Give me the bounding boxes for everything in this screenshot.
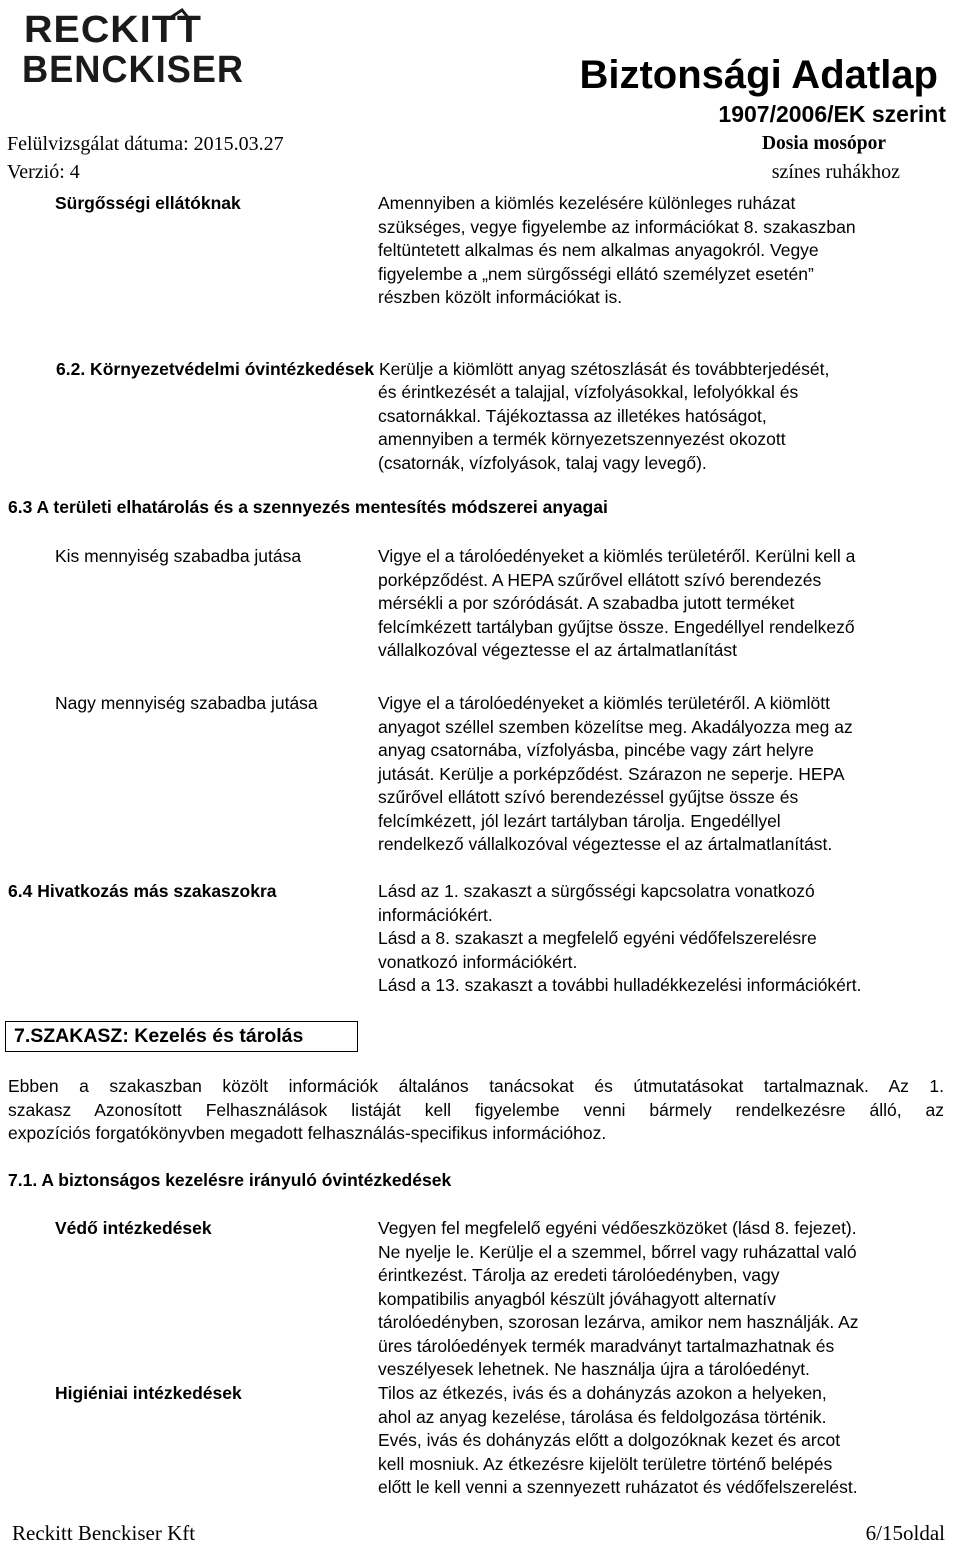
svg-text:RECKITT: RECKITT bbox=[24, 9, 202, 51]
hygiene-line: előtt le kell venni a szennyezett ruházatot és védőfelszerelést. bbox=[378, 1477, 858, 1497]
review-date: Felülvizsgálat dátuma: 2015.03.27 bbox=[7, 133, 284, 155]
large-spill-line: anyag csatornába, vízfolyásba, pincébe vagy zárt helyre bbox=[378, 740, 814, 760]
protective-measures-label: Védő intézkedések bbox=[55, 1218, 212, 1238]
section-6-2-line: (csatornák, vízfolyások, talaj vagy levegő). bbox=[378, 452, 707, 473]
large-spill-line: felcímkézett, jól lezárt tartályban tárolja. Engedéllyel bbox=[378, 810, 781, 831]
reckitt-benckiser-logo-graphic bbox=[20, 6, 252, 90]
reference-line: információkért. bbox=[378, 904, 493, 925]
section-6-2-line: és érintkezését a talajjal, vízfolyásokkal, lefolyókkal és bbox=[378, 382, 799, 402]
svg-text:BENCKISER: BENCKISER bbox=[22, 49, 244, 90]
protective-measures-text bbox=[378, 1217, 859, 1382]
section-6-2-first-line bbox=[56, 358, 829, 382]
protective-line: érintkezést. Tárolja az eredeti tárolóedényben, vagy bbox=[378, 1265, 780, 1285]
footer-company: Reckitt Benckiser Kft bbox=[12, 1521, 196, 1545]
large-spill-label: Nagy mennyiség szabadba jutása bbox=[55, 693, 318, 713]
protective-line: kompatibilis anyagból készült jóváhagyott alternatív bbox=[378, 1288, 776, 1309]
small-spill-text bbox=[378, 545, 855, 663]
small-spill-line: vállalkozóval végeztesse el az ártalmatlanítást bbox=[378, 640, 737, 660]
emergency-line: figyelembe a „nem sürgősségi ellátó személyzet esetén” bbox=[378, 263, 814, 284]
emergency-line: feltüntetett alkalmas és nem alkalmas anyagokról. Vegye bbox=[378, 240, 819, 260]
large-spill-text bbox=[378, 692, 853, 857]
regulation-reference: 1907/2006/EK szerint bbox=[718, 101, 946, 127]
protective-line: Vegyen fel megfelelő egyéni védőeszközöket (lásd 8. fejezet). bbox=[378, 1218, 857, 1238]
hygiene-line: Evés, ivás és dohányzás előtt a dolgozóknak kezet és arcot bbox=[378, 1430, 841, 1450]
reference-line: Lásd az 1. szakaszt a sürgősségi kapcsolatra vonatkozó bbox=[378, 881, 815, 901]
footer-page-number: 6/15oldal bbox=[865, 1521, 945, 1545]
small-spill-line: mérsékli a por szóródását. A szabadba jutott terméket bbox=[378, 593, 795, 613]
section-6-2-line: csatornákkal. Tájékoztassa az illetékes hatóságot, bbox=[378, 405, 767, 426]
emergency-text bbox=[378, 192, 856, 310]
emergency-line: szükséges, vegye figyelembe az információkat 8. szakaszban bbox=[378, 216, 856, 237]
emergency-line: Amennyiben a kiömlés kezelésére különleges ruházat bbox=[378, 193, 796, 213]
document-title: Biztonsági Adatlap bbox=[579, 53, 938, 97]
protective-line: üres tárolóedények termék maradványt tartalmazhatnak és bbox=[378, 1335, 835, 1356]
large-spill-line: anyagot széllel szemben közelítse meg. Akadályozza meg az bbox=[378, 716, 853, 737]
section-7-intro-line: Ebben a szakaszban közölt információk általános tanácsokat és útmutatásokat tartalmaznak. Az 1. bbox=[8, 1076, 944, 1096]
large-spill-line: Vigye el a tárolóedényeket a kiömlés területéről. A kiömlött bbox=[378, 693, 831, 713]
large-spill-line: rendelkező vállalkozóval végeztesse el az ártalmatlanítást. bbox=[378, 834, 833, 854]
reference-line: Lásd a 13. szakaszt a további hulladékkezelési információkért. bbox=[378, 975, 862, 995]
small-spill-line: felcímkézett tartályban gyűjtse össze. Engedéllyel rendelkező bbox=[378, 616, 855, 637]
company-logo bbox=[20, 6, 252, 90]
large-spill-line: jutását. Kerülje a porképződést. Szárazon ne seperje. HEPA bbox=[378, 763, 845, 784]
reference-line: vonatkozó információkért. bbox=[378, 951, 578, 972]
protective-line: veszélyesek lehetnek. Ne használja újra a tárolóedényt. bbox=[378, 1359, 810, 1379]
reference-line: Lásd a 8. szakaszt a megfelelő egyéni védőfelszerelésre bbox=[378, 928, 817, 948]
hygiene-line: kell mosniuk. Az étkezésre kijelölt területre történő belépés bbox=[378, 1453, 833, 1474]
section-7-1-heading: 7.1. A biztonságos kezelésre irányuló óvintézkedések bbox=[8, 1170, 452, 1190]
version-label: Verzió: 4 bbox=[7, 161, 80, 183]
section-6-2-heading: 6.2. Környezetvédelmi óvintézkedések bbox=[56, 359, 375, 379]
section-7-intro bbox=[8, 1075, 944, 1146]
section-6-2-line: Kerülje a kiömlött anyag szétoszlását és továbbterjedését, bbox=[378, 359, 830, 379]
product-name: Dosia mosópor bbox=[761, 133, 886, 154]
protective-line: Ne nyelje le. Kerülje el a szemmel, bőrrel vagy ruházattal való bbox=[378, 1241, 857, 1262]
small-spill-line: Vigye el a tárolóedényeket a kiömlés területéről. Kerülni kell a bbox=[378, 546, 856, 566]
hygiene-line: ahol az anyag kezelése, tárolása és feldolgozása történik. bbox=[378, 1406, 827, 1427]
section-7-heading: 7.SZAKASZ: Kezelés és tárolás bbox=[5, 1021, 358, 1052]
section-7-intro-line: szakasz Azonosított Felhasználások listáját kell figyelembe venni bármely rendelkezésre álló, az bbox=[8, 1099, 944, 1120]
section-6-2-text bbox=[378, 381, 798, 475]
small-spill-line: porképződést. A HEPA szűrővel ellátott szívó berendezés bbox=[378, 569, 822, 590]
emergency-line: részben közölt információkat is. bbox=[378, 287, 623, 307]
section-6-4-text bbox=[378, 880, 861, 998]
section-6-4-label: 6.4 Hivatkozás más szakaszokra bbox=[8, 881, 277, 901]
hygiene-line: Tilos az étkezés, ivás és a dohányzás azokon a helyeken, bbox=[378, 1383, 827, 1403]
large-spill-line: szűrővel ellátott szívó berendezéssel gyűjtse össze és bbox=[378, 787, 799, 807]
hygiene-measures-label: Higiéniai intézkedések bbox=[55, 1383, 242, 1403]
hygiene-measures-text bbox=[378, 1382, 858, 1500]
protective-line: tárolóedényben, szorosan lezárva, amikor nem használják. Az bbox=[378, 1312, 859, 1332]
section-6-2-line: amennyiben a termék környezetszennyezést okozott bbox=[378, 429, 786, 449]
emergency-label: Sürgősségi ellátóknak bbox=[55, 193, 241, 213]
product-variant: színes ruhákhoz bbox=[771, 161, 900, 183]
section-6-3-heading: 6.3 A területi elhatárolás és a szennyezés mentesítés módszerei anyagai bbox=[8, 497, 608, 517]
section-7-intro-line: expozíciós forgatókönyvben megadott felhasználás-specifikus információhoz. bbox=[8, 1123, 607, 1143]
small-spill-label: Kis mennyiség szabadba jutása bbox=[55, 546, 302, 566]
